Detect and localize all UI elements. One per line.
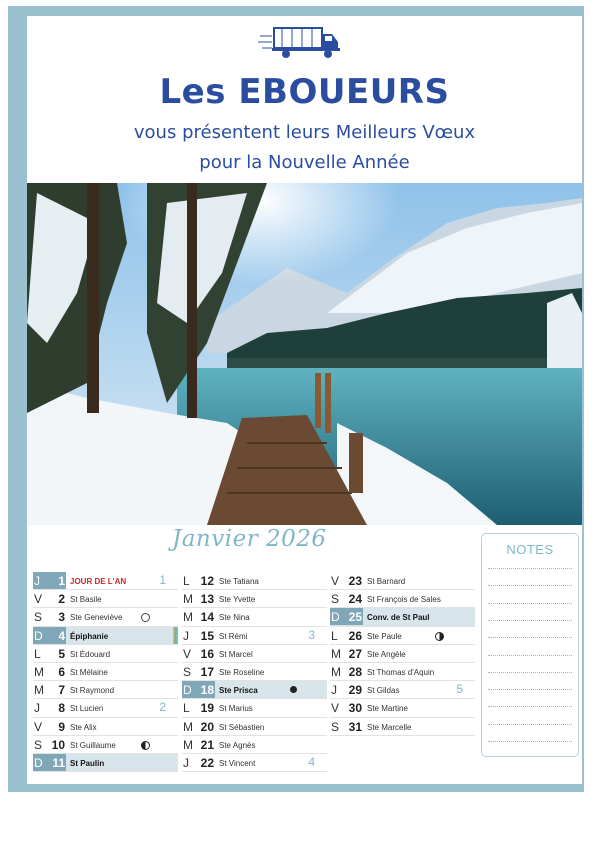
saint-name: St Raymond [70,686,115,696]
day-number: 20 [200,719,214,734]
moon-phase-new-icon [290,686,297,693]
day-number: 10 [51,737,65,752]
day-number: 19 [200,701,214,716]
notes-line [488,706,572,707]
weekday-letter: J [34,701,40,716]
notes-title: NOTES [506,542,554,557]
calendar-day-row [330,590,475,608]
saint-name: St Marius [219,704,253,714]
calendar-day-row [33,645,178,663]
calendar-day-row [33,608,178,626]
weekday-letter: S [34,737,43,752]
garbage-truck-icon [252,22,344,62]
day-number: 8 [58,701,65,716]
day-number: 22 [200,755,214,770]
calendar-day-row [182,627,327,645]
page-title: Les EBOUEURS [159,72,450,112]
calendar-day-row [182,645,327,663]
weekday-letter: L [331,628,338,643]
notes-line [488,655,572,656]
winter-lake-photo [27,183,582,525]
saint-name: St François de Sales [367,595,441,605]
weekday-letter: M [183,610,193,625]
weekday-letter: S [331,592,340,607]
weekday-letter: M [34,683,44,698]
calendar-day-row [182,754,327,772]
calendar-day-row [33,627,178,645]
color-stripe-marker [173,627,178,644]
saint-name: St Lucien [70,704,104,714]
saint-name: Conv. de St Paul [367,613,430,623]
day-number: 25 [348,610,362,625]
day-number: 5 [58,646,65,661]
saint-name: Ste Prisca [219,686,258,696]
weekday-letter: V [34,592,43,607]
day-number: 28 [348,664,362,679]
day-number: 16 [200,646,214,661]
weekday-letter: V [331,701,340,716]
calendar-day-row [330,718,475,736]
week-number: 3 [308,627,315,642]
saint-name: Ste Paule [367,631,402,641]
saint-name: St Basile [70,595,102,605]
weekday-letter: L [34,646,41,661]
calendar-day-row [182,681,327,699]
calendar-day-row [330,645,475,663]
calendar-day-row [33,699,178,717]
calendar-day-row [33,681,178,699]
day-number: 21 [200,737,214,752]
day-number: 23 [348,574,362,588]
weekday-letter: D [34,755,43,770]
subtitle-line-1: vous présentent leurs Meilleurs Vœux [133,122,476,143]
notes-line [488,620,572,621]
day-number: 1 [58,574,65,588]
saint-name: St Vincent [219,758,256,768]
weekday-letter: M [331,646,341,661]
saint-name: Ste Agnès [219,740,256,750]
calendar-day-row [33,736,178,754]
day-number: 7 [58,683,65,698]
saint-name: St Thomas d'Aquin [367,667,435,677]
weekday-letter: L [183,574,190,588]
weekday-letter: J [34,574,40,588]
weekday-letter: V [34,719,43,734]
saint-name: St Marcel [219,649,253,659]
week-number: 2 [159,700,166,715]
saint-name: St Sébastien [219,722,265,732]
calendar-column-1 [33,572,178,772]
calendar-day-row [182,590,327,608]
saint-name: Ste Roseline [219,667,265,677]
calendar-day-row [182,572,327,590]
saint-name: Ste Nina [219,613,250,623]
saint-name: St Guillaume [70,740,116,750]
day-number: 27 [348,646,362,661]
day-number: 6 [58,664,65,679]
calendar-day-row [330,681,475,699]
calendar-day-row [330,608,475,626]
calendar-day-row [33,754,178,772]
weekday-letter: D [183,683,192,698]
day-number: 30 [348,701,362,716]
notes-line [488,568,572,569]
weekday-letter: V [331,574,340,588]
week-number: 5 [456,682,463,697]
day-number: 13 [200,592,214,607]
calendar-day-row [182,736,327,754]
week-number: 4 [308,754,315,769]
week-number: 1 [159,573,166,587]
weekday-letter: J [331,683,337,698]
weekday-letter: S [183,664,192,679]
calendar-column-2 [182,572,327,772]
weekday-letter: M [183,719,193,734]
calendar-day-row [182,608,327,626]
weekday-letter: J [183,755,189,770]
day-number: 11 [52,755,65,770]
weekday-letter: D [34,628,43,643]
weekday-letter: S [331,719,340,734]
calendar-day-row [33,663,178,681]
subtitle-line-2: pour la Nouvelle Année [199,152,410,173]
notes-line [488,724,572,725]
weekday-letter: V [183,646,192,661]
calendar-day-row [330,627,475,645]
notes-box[interactable] [481,533,579,757]
day-number: 3 [58,610,65,625]
day-number: 2 [58,592,65,607]
weekday-letter: M [183,737,193,752]
day-number: 15 [200,628,214,643]
calendar-day-row [182,718,327,736]
day-number: 14 [200,610,214,625]
saint-name: JOUR DE L'AN [70,577,127,586]
day-number: 31 [348,719,362,734]
saint-name: St Rémi [219,631,248,641]
day-number: 24 [348,592,362,607]
day-number: 29 [348,683,362,698]
calendar-page [27,16,582,784]
calendar-day-row [182,663,327,681]
notes-line [488,603,572,604]
calendar-day-row [330,572,475,590]
calendar-day-row [330,699,475,717]
weekday-letter: M [331,664,341,679]
day-number: 9 [58,719,65,734]
saint-name: Ste Angèle [367,649,406,659]
saint-name: Ste Tatiana [219,577,259,586]
calendar-day-row [182,699,327,717]
day-number: 4 [58,628,65,643]
notes-line [488,585,572,586]
moon-phase-last-icon [141,741,150,750]
saint-name: St Paulin [70,758,105,768]
saint-name: Ste Yvette [219,595,256,605]
month-title: Janvier 2026 [172,526,327,552]
saint-name: St Édouard [70,649,111,659]
saint-name: St Mélaine [70,667,108,677]
saint-name: Ste Alix [70,722,97,732]
saint-name: Ste Geneviève [70,613,123,623]
day-number: 17 [200,664,214,679]
notes-line [488,741,572,742]
saint-name: Ste Martine [367,704,408,714]
calendar-day-row [33,718,178,736]
day-number: 12 [200,574,214,588]
calendar-frame [8,6,584,792]
day-number: 26 [348,628,362,643]
notes-line [488,637,572,638]
notes-line [488,672,572,673]
header [27,16,582,183]
weekday-letter: M [183,592,193,607]
saint-name: Ste Marcelle [367,722,412,732]
saint-name: St Gildas [367,686,400,696]
saint-name: Épiphanie [70,631,109,641]
weekday-letter: M [34,664,44,679]
saint-name: St Barnard [367,577,406,586]
weekday-letter: S [34,610,43,625]
weekday-letter: D [331,610,340,625]
moon-phase-full-icon [141,613,150,622]
calendar-day-row [330,663,475,681]
day-number: 18 [200,683,214,698]
weekday-letter: L [183,701,190,716]
notes-line [488,689,572,690]
moon-phase-first-icon [435,632,444,641]
calendar-day-row [33,590,178,608]
calendar-day-row [33,572,178,590]
calendar-column-3 [330,572,475,736]
weekday-letter: J [183,628,189,643]
